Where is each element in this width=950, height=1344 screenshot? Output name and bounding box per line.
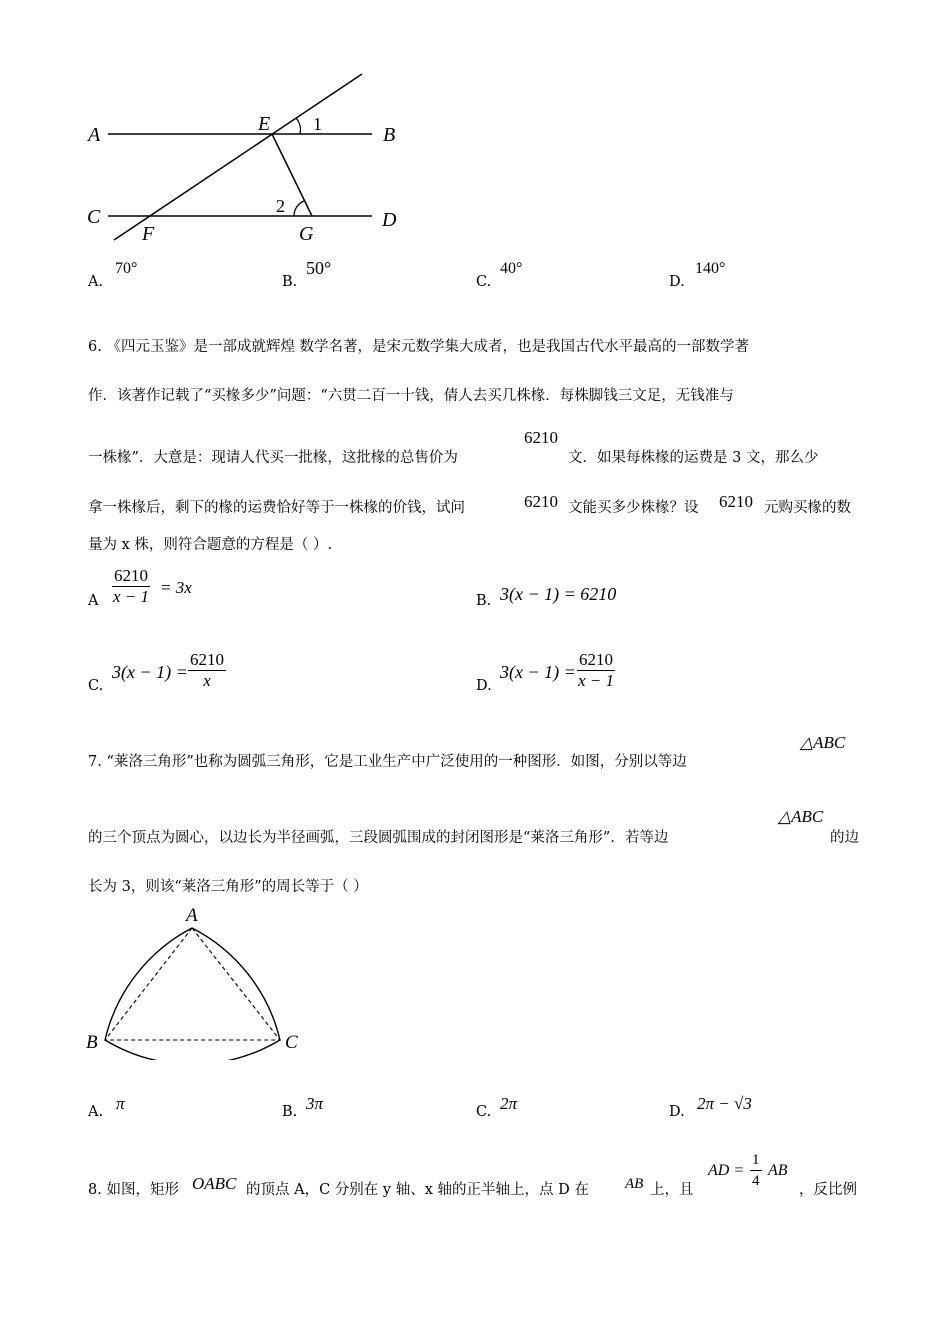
q8-ad-lhs: AD =: [708, 1162, 745, 1179]
label-angle-1: 1: [313, 114, 322, 134]
option-expression: 3(x − 1) = 6210: [500, 584, 617, 604]
option-lhs: 3(x − 1) =: [112, 662, 188, 682]
label-e: E: [258, 113, 271, 135]
numerator: 1: [750, 1150, 762, 1171]
option-value: 70°: [115, 260, 138, 277]
denominator: x − 1: [112, 587, 150, 606]
q8-line-1b: 的顶点 A，C 分别在 y 轴、x 轴的正半轴上，点 D 在: [246, 1182, 589, 1198]
q6-line-2: 作．该著作记载了“买椽多少”问题：“六贯二百一十钱，倩人去买几株椽．每株脚钱三文足，无钱准与: [88, 388, 734, 404]
q8-line-1c: 上，且: [650, 1182, 694, 1198]
denominator: 4: [752, 1173, 760, 1189]
option-letter: A.: [88, 1104, 104, 1120]
option-value: 3π: [306, 1094, 324, 1113]
q8-line-1a: 8. 如图，矩形: [88, 1182, 179, 1198]
q8-rectangle-oabc: OABC: [192, 1174, 237, 1193]
numerator: 6210: [114, 566, 148, 585]
option-letter: D.: [669, 274, 685, 290]
transversal-ef: [114, 74, 362, 240]
label-f: F: [142, 223, 155, 245]
label-g: G: [299, 223, 314, 245]
label-angle-2: 2: [276, 196, 285, 216]
q6-line-1: 6. 《四元玉鉴》是一部成就辉煌 数学名著，是宋元数学集大成者，也是我国古代水平最高的一部数学著: [88, 339, 750, 355]
option-letter: C.: [476, 274, 492, 290]
numerator: 6210: [190, 650, 224, 669]
option-letter: C.: [88, 678, 104, 694]
fraction: [577, 650, 615, 691]
numerator: 6210: [579, 650, 613, 669]
option-value: 2π − √3: [697, 1094, 752, 1113]
q6-line-3b: 文．如果每株椽的运费是 3 文，那么少: [568, 450, 819, 466]
q7-triangle-abc-1: △ABC: [800, 733, 846, 752]
option-letter: C.: [476, 1104, 492, 1120]
option-value: 50°: [306, 258, 332, 278]
q7-line-2b: 的边: [830, 830, 859, 846]
q6-line-4-number-2: 6210: [719, 492, 753, 511]
q6-line-5: 量为 x 株，则符合题意的方程是（ ）.: [88, 537, 333, 553]
q8-segment-ab: AB: [625, 1176, 644, 1192]
option-letter: A.: [88, 274, 104, 290]
q6-line-3-number: 6210: [524, 428, 558, 447]
option-letter: A: [88, 593, 99, 609]
q6-line-3a: 一株椽”．大意是：现请人代买一批椽，这批椽的总售价为: [88, 450, 458, 466]
q8-line-1d: ，反比例: [799, 1182, 857, 1198]
option-letter: D.: [669, 1104, 685, 1120]
option-letter: B.: [282, 1104, 298, 1120]
q6-line-4b: 文能买多少株椽？设: [568, 500, 699, 516]
inner-triangle: [105, 928, 280, 1040]
q6-line-4c: 元购买椽的数: [764, 500, 851, 516]
q8-fraction: [750, 1150, 762, 1191]
q7-line-3: 长为 3，则该“莱洛三角形”的周长等于（ ）: [88, 879, 368, 895]
parallel-lines-figure: [80, 68, 420, 248]
q6-line-4-number-1: 6210: [524, 492, 558, 511]
label-b: B: [86, 1032, 98, 1053]
option-value: 140°: [695, 260, 726, 277]
fraction: [112, 566, 150, 607]
option-rhs: = 3x: [160, 578, 192, 597]
q8-ad-rhs: AB: [768, 1162, 788, 1179]
label-d: D: [382, 209, 397, 231]
option-lhs: 3(x − 1) =: [500, 662, 576, 682]
option-letter: B.: [476, 593, 492, 609]
label-b: B: [383, 124, 396, 146]
q7-triangle-abc-2: △ABC: [778, 807, 824, 826]
label-c: C: [87, 206, 101, 228]
q6-line-4a: 拿一株椽后，剩下的椽的运费恰好等于一株椽的价钱，试问: [88, 500, 465, 516]
angle-1-arc: [296, 118, 300, 134]
fraction: [188, 650, 226, 691]
angle-2-arc: [294, 201, 304, 216]
option-value: 40°: [500, 260, 523, 277]
label-c: C: [285, 1032, 298, 1053]
option-value: 2π: [500, 1094, 518, 1113]
q7-line-1: 7. “莱洛三角形”也称为圆弧三角形，它是工业生产中广泛使用的一种图形．如图，分别以等边: [88, 754, 687, 770]
label-a: A: [88, 124, 101, 146]
option-letter: D.: [476, 678, 492, 694]
label-a: A: [186, 905, 198, 926]
reuleaux-triangle-figure: [80, 900, 320, 1060]
option-letter: B.: [282, 274, 298, 290]
q7-line-2a: 的三个顶点为圆心，以边长为半径画弧，三段圆弧围成的封闭图形是“莱洛三角形”．若等边: [88, 830, 669, 846]
denominator: x − 1: [577, 671, 615, 690]
option-value: π: [116, 1094, 125, 1113]
denominator: x: [203, 671, 211, 690]
